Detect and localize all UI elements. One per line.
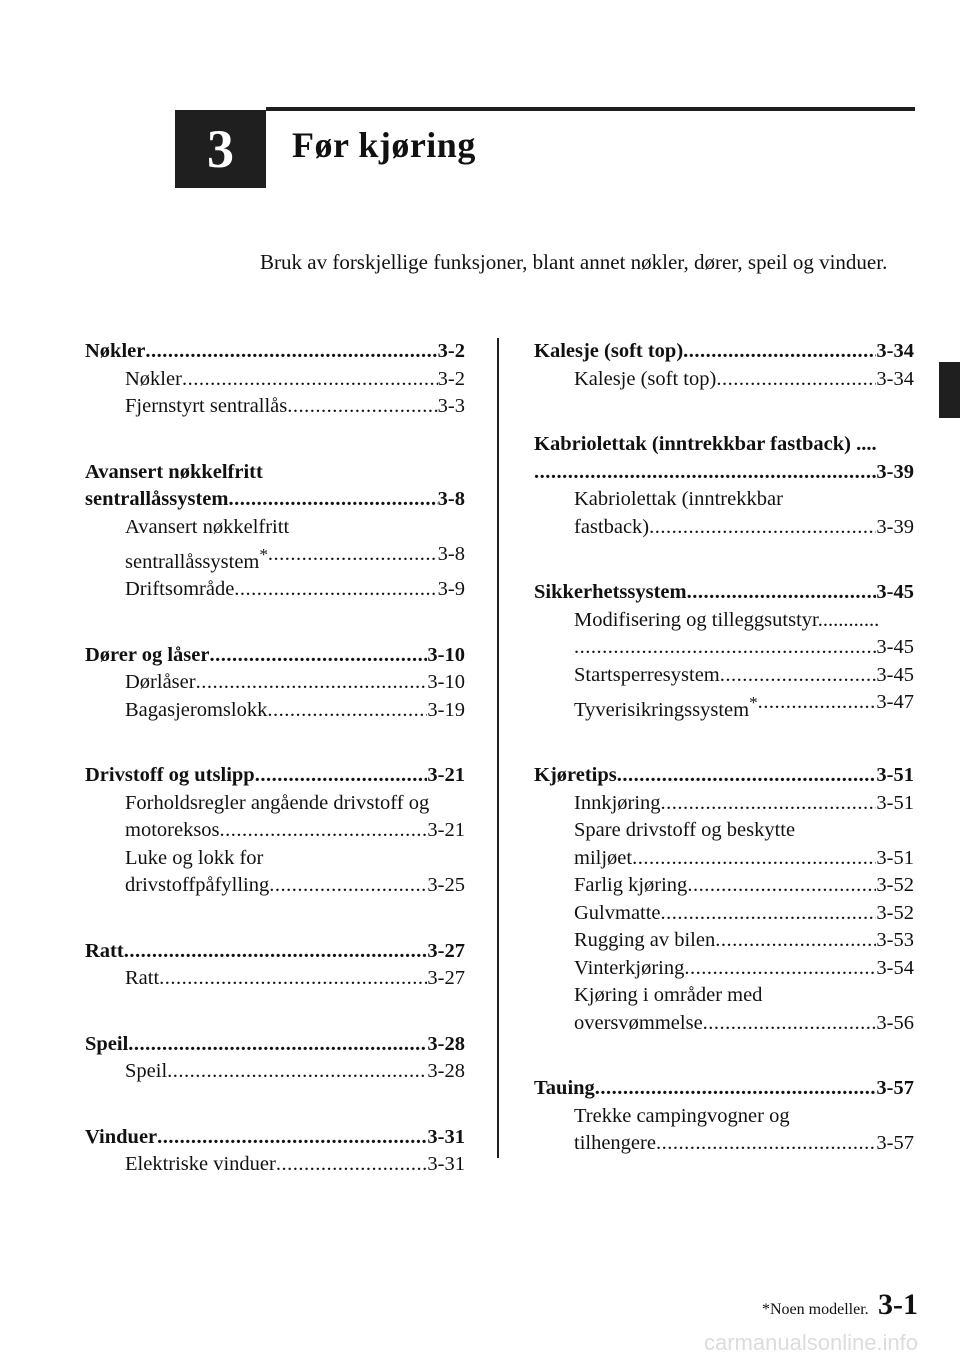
toc-entry-label <box>574 1010 703 1038</box>
toc-heading-page: 3-8 <box>437 488 465 510</box>
leader-dots <box>534 459 876 487</box>
toc-entry-text: Gulvmatte <box>574 901 661 924</box>
leader-dots <box>167 1058 427 1086</box>
toc-entry-text: Kalesje (soft top) <box>574 367 717 390</box>
toc-entry[interactable] <box>534 514 914 542</box>
leader-dots <box>715 927 876 955</box>
leader-dots <box>268 541 438 576</box>
toc-heading-page: 3-51 <box>876 764 914 787</box>
toc-section <box>85 762 465 900</box>
toc-entry[interactable] <box>85 576 465 604</box>
toc-entry-label <box>574 872 687 900</box>
toc-entry-line[interactable] <box>534 486 914 514</box>
toc-entry-label <box>574 955 684 983</box>
leader-dots <box>196 669 428 697</box>
toc-section <box>534 338 914 393</box>
toc-heading-page: 3-39 <box>876 460 914 483</box>
toc-entry-label <box>574 514 649 542</box>
toc-heading-page: 3-57 <box>876 1077 914 1100</box>
leader-dots <box>617 762 877 790</box>
leader-dots <box>234 576 437 604</box>
toc-heading-text: Kjøretips <box>534 764 617 787</box>
toc-heading-text: Avansert nøkkelfritt <box>85 460 263 483</box>
toc-entry-page: 3-56 <box>876 1011 914 1034</box>
toc-entry[interactable] <box>85 1151 465 1179</box>
toc-heading-text: Tauing <box>534 1077 595 1100</box>
toc-entry-line[interactable] <box>85 514 465 542</box>
toc-entry[interactable] <box>85 393 465 421</box>
leader-dots <box>267 697 427 725</box>
leader-dots <box>649 514 876 542</box>
leader-dots <box>128 1031 427 1059</box>
leader-dots <box>228 486 437 514</box>
toc-entry-page: 3-47 <box>876 691 914 713</box>
toc-entry-label <box>125 576 234 604</box>
leader-dots <box>574 634 876 662</box>
toc-entry-label <box>125 541 268 576</box>
toc-heading[interactable] <box>85 1031 465 1059</box>
toc-entry-page: 3-52 <box>876 901 914 924</box>
toc-entry-page: 3-51 <box>876 791 914 814</box>
toc-heading-text: Drivstoff og utslipp <box>85 764 255 787</box>
chapter-number-box <box>175 110 266 188</box>
toc-heading-text: sentrallåssystem <box>85 488 229 510</box>
toc-entry-text: Innkjøring <box>574 791 661 814</box>
toc-heading[interactable] <box>85 338 465 366</box>
toc-entry-label <box>574 927 715 955</box>
toc-heading[interactable] <box>534 762 914 790</box>
toc-entry[interactable] <box>534 662 914 690</box>
toc-heading[interactable] <box>534 1075 914 1103</box>
toc-entry-page: 3-2 <box>437 367 465 390</box>
toc-entry[interactable] <box>534 790 914 818</box>
toc-entry[interactable] <box>85 669 465 697</box>
toc-heading[interactable] <box>85 486 465 514</box>
title-rule <box>266 107 915 111</box>
toc-entry-text: Dørlåser <box>125 671 196 694</box>
toc-entry-label <box>125 872 269 900</box>
leader-dots <box>595 1075 877 1103</box>
toc-entry-label <box>574 900 661 928</box>
toc-heading-page: 3-31 <box>427 1125 465 1148</box>
chapter-title: Før kjøring <box>292 125 476 165</box>
leader-dots <box>683 338 876 366</box>
toc-entry-text: oversvømmelse <box>574 1011 703 1034</box>
toc-entry-text: Ratt <box>125 967 160 990</box>
toc-heading-text: Nøkler <box>85 340 146 362</box>
toc-entry-text: Bagasjeromslokk <box>125 698 268 721</box>
toc-entry-page: 3-54 <box>876 956 914 979</box>
toc-entry[interactable] <box>85 1058 465 1086</box>
toc-entry[interactable] <box>85 965 465 993</box>
toc-entry-line[interactable] <box>534 1103 914 1131</box>
toc-section <box>85 1124 465 1179</box>
toc-entry-text: fastback) <box>574 515 650 538</box>
toc-entry-text: drivstoffpåfylling <box>125 874 270 897</box>
toc-entry[interactable] <box>534 1010 914 1038</box>
leader-dots <box>269 872 427 900</box>
toc-entry-text: Fjernstyrt sentrallås <box>125 395 288 417</box>
toc-entry[interactable] <box>534 634 914 662</box>
toc-section <box>534 579 914 724</box>
toc-entry-page: 3-39 <box>876 515 914 538</box>
toc-section <box>85 938 465 993</box>
toc-entry-page: 3-31 <box>427 1153 465 1176</box>
toc-entry[interactable] <box>85 366 465 394</box>
toc-heading[interactable] <box>85 938 465 966</box>
footnote: *Noen modeller. <box>762 1301 869 1318</box>
toc-entry-label <box>125 1058 167 1086</box>
toc-entry-line[interactable] <box>534 607 914 635</box>
toc-heading-page: 3-28 <box>427 1032 465 1055</box>
toc-entry-text: miljøet <box>574 846 633 869</box>
toc-heading-text: Ratt <box>85 939 124 962</box>
leader-dots <box>758 689 877 724</box>
toc-entry[interactable] <box>534 1130 914 1158</box>
leader-dots <box>684 955 876 983</box>
toc-entry-page: 3-53 <box>876 929 914 952</box>
toc-entry[interactable] <box>534 845 914 873</box>
toc-entry-text: Forholdsregler angående drivstoff og <box>125 791 430 814</box>
toc-section <box>85 459 465 604</box>
toc-entry-text: Driftsområde <box>125 578 235 601</box>
toc-entry-text: Elektriske vinduer <box>125 1153 276 1176</box>
toc-entry[interactable] <box>534 366 914 394</box>
toc-heading-page: 3-2 <box>437 340 465 362</box>
toc-entry-page: 3-8 <box>437 543 465 565</box>
toc-right-column <box>534 338 914 1196</box>
leader-dots <box>716 366 876 394</box>
toc-heading-text: Speil <box>85 1032 129 1055</box>
toc-heading-line[interactable] <box>85 459 465 487</box>
toc-entry[interactable] <box>85 541 465 576</box>
toc-entry-page: 3-27 <box>427 967 465 990</box>
toc-entry-page: 3-19 <box>427 698 465 721</box>
toc-entry-label <box>125 669 196 697</box>
toc-entry-text: sentrallåssystem <box>125 550 260 573</box>
toc-entry-label <box>574 845 632 873</box>
leader-dots <box>703 1010 877 1038</box>
toc-heading[interactable] <box>85 762 465 790</box>
toc-entry-text: tilhengere <box>574 1132 656 1155</box>
toc-entry[interactable] <box>534 927 914 955</box>
toc-entry-line[interactable] <box>534 982 914 1010</box>
toc-heading-text: Kalesje (soft top) <box>534 340 684 362</box>
toc-section <box>534 431 914 541</box>
toc-entry[interactable] <box>85 872 465 900</box>
leader-dots <box>276 1151 428 1179</box>
toc-entry-text: motoreksos <box>125 819 220 842</box>
leader-dots <box>687 579 877 607</box>
toc-section <box>534 1075 914 1158</box>
toc-entry-page: 3-45 <box>876 636 914 658</box>
toc-section <box>85 1031 465 1086</box>
toc-entry-label <box>125 697 267 725</box>
toc-heading-text: Kabriolettak (inntrekkbar fastback) .... <box>534 433 877 455</box>
leader-dots <box>632 845 876 873</box>
leader-dots <box>720 662 877 690</box>
toc-heading-text: Dører og låser <box>85 643 210 666</box>
toc-entry-label <box>125 393 287 421</box>
toc-section <box>534 762 914 1037</box>
toc-entry-text: Startsperresystem <box>574 663 720 686</box>
toc-entry-text: Luke og lokk for <box>125 846 264 869</box>
footnote-marker: * <box>749 693 758 712</box>
leader-dots <box>182 366 438 394</box>
toc-entry-label <box>574 662 720 690</box>
toc-entry-page: 3-25 <box>427 874 465 897</box>
toc-heading[interactable] <box>85 642 465 670</box>
toc-heading[interactable] <box>534 459 914 487</box>
toc-entry-label <box>574 790 661 818</box>
toc-entry-label <box>574 1130 656 1158</box>
toc-entry-text: Trekke campingvogner og <box>574 1104 790 1127</box>
toc-section <box>85 642 465 725</box>
leader-dots <box>661 790 877 818</box>
leader-dots <box>159 965 427 993</box>
toc-heading-page: 3-27 <box>427 939 465 962</box>
toc-entry[interactable] <box>534 689 914 724</box>
toc-entry-page: 3-3 <box>437 395 465 417</box>
toc-entry-line[interactable] <box>534 817 914 845</box>
toc-entry-page: 3-28 <box>427 1060 465 1083</box>
toc-entry-page: 3-10 <box>427 671 465 694</box>
toc-heading-page: 3-34 <box>876 340 914 362</box>
footnote-marker: * <box>259 545 268 564</box>
page-number: 3-1 <box>878 1288 918 1321</box>
toc-entry-page: 3-9 <box>437 578 465 601</box>
toc-entry[interactable] <box>534 900 914 928</box>
toc-entry-page: 3-21 <box>427 819 465 842</box>
leader-dots <box>661 900 877 928</box>
toc-section <box>85 338 465 421</box>
leader-dots <box>157 1124 427 1152</box>
toc-entry-page: 3-51 <box>876 846 914 869</box>
toc-entry-text: Nøkler <box>125 367 182 390</box>
leader-dots <box>124 938 428 966</box>
toc-entry-label <box>125 366 182 394</box>
toc-entry-text: Farlig kjøring <box>574 874 688 897</box>
chapter-intro: Bruk av forskjellige funksjoner, blant annet nøkler, dører, speil og vinduer. <box>260 250 888 274</box>
leader-dots <box>209 642 427 670</box>
chapter-number: 3 <box>207 119 234 179</box>
toc-entry-text: Speil <box>125 1060 168 1083</box>
toc-entry-label <box>574 366 716 394</box>
toc-heading-text: Sikkerhetssystem <box>534 581 687 603</box>
toc-heading[interactable] <box>85 1124 465 1152</box>
leader-dots <box>145 338 437 366</box>
toc-entry-page: 3-45 <box>876 663 914 686</box>
toc-entry-page: 3-57 <box>876 1132 914 1155</box>
toc-left-column <box>85 338 465 1217</box>
toc-entry-label <box>125 1151 276 1179</box>
toc-entry-label <box>125 817 220 845</box>
toc-heading-line[interactable] <box>534 431 914 459</box>
toc-entry-text: Kjøring i områder med <box>574 984 763 1007</box>
toc-entry[interactable] <box>534 872 914 900</box>
toc-entry-text: Rugging av bilen <box>574 929 716 952</box>
toc-entry[interactable] <box>85 817 465 845</box>
leader-dots <box>220 817 428 845</box>
toc-entry-label <box>125 965 159 993</box>
column-divider <box>497 338 499 1158</box>
toc-entry-text: Spare drivstoff og beskytte <box>574 819 796 842</box>
toc-entry[interactable] <box>534 955 914 983</box>
toc-entry-text: Avansert nøkkelfritt <box>125 515 290 538</box>
leader-dots <box>687 872 876 900</box>
toc-heading[interactable] <box>534 338 914 366</box>
chapter-side-tab <box>939 362 960 418</box>
toc-entry[interactable] <box>85 697 465 725</box>
toc-entry-text: Vinterkjøring <box>574 956 685 979</box>
toc-entry-label <box>574 689 758 724</box>
toc-entry-text: Tyverisikringssystem <box>574 698 750 721</box>
toc-heading-page: 3-21 <box>427 764 465 787</box>
toc-heading[interactable] <box>534 579 914 607</box>
toc-entry-text: Modifisering og tilleggsutstyr............ <box>574 608 880 631</box>
toc-entry-page: 3-52 <box>876 874 914 897</box>
watermark: carmanualsonline.info <box>704 1330 919 1355</box>
leader-dots <box>287 393 437 421</box>
toc-entry-page: 3-34 <box>876 367 914 390</box>
toc-heading-page: 3-10 <box>427 643 465 666</box>
toc-heading-page: 3-45 <box>876 581 914 603</box>
toc-entry-line[interactable] <box>85 845 465 873</box>
toc-entry-line[interactable] <box>85 790 465 818</box>
toc-heading-text: Vinduer <box>85 1125 158 1148</box>
leader-dots <box>656 1130 876 1158</box>
toc-entry-text: Kabriolettak (inntrekkbar <box>574 488 783 510</box>
leader-dots <box>255 762 428 790</box>
